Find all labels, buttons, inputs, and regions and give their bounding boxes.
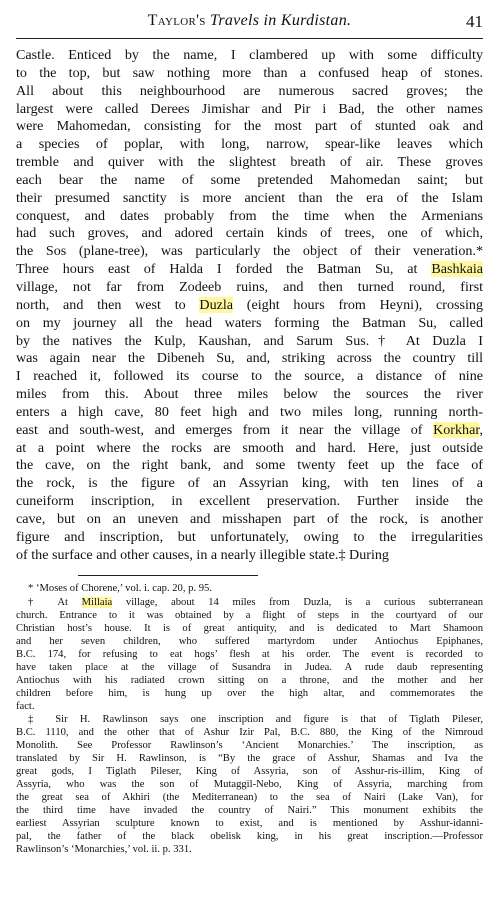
text-line: All about this neighbourhood are numerous sacred groves; the [16,82,483,99]
text-line: conquest, and dates probably from the time when the Armenians [16,207,483,224]
text-line: of the surface and other causes, in a nearly illegible state.‡ During [16,546,389,563]
text-line: was again near the Dibeneh Su, and, striking across the country till [16,350,483,367]
text-line: figure and inscription, but unfortunately, owing to the irregularities [16,528,483,545]
text-line: Castle. Enticed by the name, I clambered up with some difficulty [16,47,483,63]
footnote-line: † At Millaia village, about 14 miles from Duzla, is a curious subterranean [28,596,483,608]
text-line: I reached it, followed its course to the source, a distance of nine [16,368,483,385]
footnote-line: B.C. 1110, and the other that of Ashur Izir Pal, B.C. 880, the King of the Nimroud [16,726,483,738]
highlighted-place-name: Millaia [81,596,113,608]
footnote-line: great gods, I Tiglath Pileser, King of Assyria, son of Asshur-ris-illim, King of [16,766,483,778]
text-line: by the natives the Kulp, Kaushan, and Sarum Sus.† At Duzla I [16,332,483,349]
running-header [16,12,483,39]
footnote-line: the great sea of Akhiri (the Mediterranean) to the sea of Nairi (Lake Van), for [16,792,483,804]
running-title-work: Travels in Kurdistan. [210,12,352,29]
footnote-divider [78,575,258,576]
footnote [16,582,483,595]
highlighted-place-name: Korkhar [433,421,480,438]
footnote-line: the third time have invaded the country of Nairi.” This monument exhibits the [16,805,483,817]
running-title-author: Taylor's [147,12,206,29]
footnote-line: B.C. 174, for refusing to eat hogs’ flesh at his order. The event is recorded to [16,648,483,660]
text-line: the cave, on the right bank, and some twenty feet up the face of [16,457,483,474]
footnote-line: and her seven children, who suffered martyrdom under Antiochus Epiphanes, [16,635,483,647]
page-number: 41 [466,12,483,31]
text-line: miles from this. About three miles below the sources the river [16,386,483,403]
text-line: to the top, but saw nothing more than a confused heap of stones. [16,64,483,81]
text-line: on my journey all the head waters forming the Batman Su, called [16,314,483,331]
footnote [16,596,483,713]
footnote-line: Antiochus with his radiated crown sitting on a throne, and the mother and her [16,674,483,686]
footnote-line: have taken place at the village of Susandra in Judea. A rude daub representing [16,661,483,673]
text-line: had such groves, and adored certain kinds of trees, one of which, [16,225,483,242]
footnote-line: Monolith. See Professor Rawlinson’s ‘Ancient Monarchies.’ The inscription, as [16,740,483,752]
text-line: were Mahomedan, consisting for the most part of stunted oak and [16,118,483,135]
text-line: largest were called Derees Jimishar and Pir i Bad, the other names [16,100,483,117]
footnote-line: children before him, is hung up over the high altar, and commemorates the [16,687,483,699]
text-line: the Sos (plane-tree), was particularly the object of their veneration.* [16,243,483,260]
footnote-line: ‡ Sir H. Rawlinson says one inscription and figure is that of Tiglath Pileser, [28,713,483,725]
text-line: east and south-west, and emerges from it near the village of Korkhar, [16,421,483,438]
text-line: a species of poplar, with long, narrow, spear-like leaves which [16,136,483,153]
footnote-line: fact. [16,700,35,712]
text-line: tremble and quiver with the slightest breath of air. These groves [16,154,483,171]
footnote-line: Assyria, who was the son of Mutaggil-Nebo, King of Assyria, marching from [16,779,483,791]
footnote [16,713,483,857]
text-line: cave, but on an uneven and misshapen part of the rock, is another [16,510,483,527]
footnote-line: Rawlinson’s ‘Monarchies,’ vol. ii. p. 331. [16,844,192,856]
footnotes [16,582,483,856]
footnote-line: pal, the father of the black obelisk king, in his great inscription.—Professor [16,831,483,843]
text-line: each bear the name of some pretended Mahomedan saint; but [16,171,483,188]
highlighted-place-name: Bashkaia [431,261,483,278]
footnote-line: * ‘Moses of Chorene,’ vol. i. cap. 20, p. 95. [28,583,212,595]
text-line: the rock, is the figure of an Assyrian king, with ten lines of a [16,475,483,492]
text-line: enters a high cave, 80 feet high and two miles long, running north- [16,403,483,420]
footnote-line: earliest Assyrian sculpture known to exist, and is mentioned by Asshur-idanni- [16,818,483,830]
footnote-line: Christian host’s house. It is of great antiquity, and is dedicated to Mart Shamoon [16,622,483,634]
text-line: cuneiform inscription, in excellent preservation. Further inside the [16,493,483,510]
text-line: north, and then west to Duzla (eight hours from Heyni), crossing [16,296,483,313]
footnote-line: church. Entrance to it was obtained by a flight of steps in the courtyard of our [16,609,483,621]
text-line: their presumed sanctity is more ancient than the era of the Islam [16,189,483,206]
footnote-line: translated by Sir H. Rawlinson, is “By the grace of Asshur, Shamas and Iva the [16,753,483,765]
running-title [16,12,483,30]
main-text [16,47,483,564]
text-line: Three hours east of Halda I forded the Batman Su, at Bashkaia [16,261,483,278]
text-line: village, not far from Zodeeb ruins, and then turned round, first [16,278,483,295]
highlighted-place-name: Duzla [199,296,234,313]
text-line: at a point where the rocks are smooth and hard. Here, just outside [16,439,483,456]
